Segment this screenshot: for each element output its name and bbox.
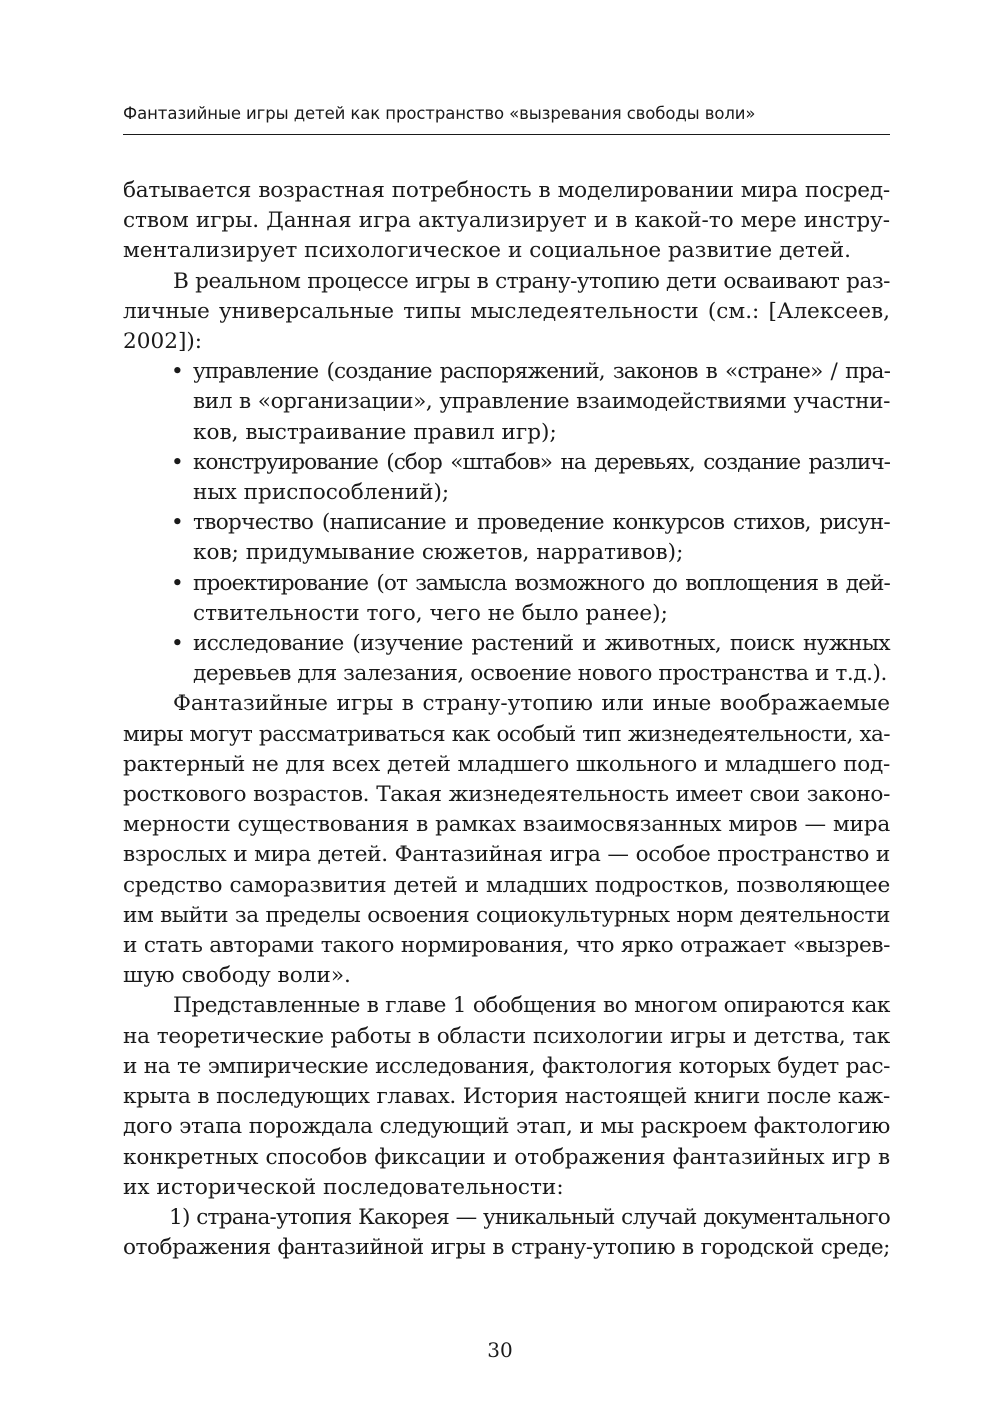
list-item [123, 448, 890, 478]
text-line: ствительности того, чего не было ранее); [193, 600, 668, 626]
text-line: вил в «организации», управление взаимодействиями участни- [193, 389, 890, 415]
list-item [123, 357, 890, 387]
text-line: отображения фантазийной игры в страну-утопию в городской среде; [123, 1235, 890, 1261]
text-line: ных приспособлений); [193, 480, 450, 506]
text-line: на теоретические работы в области психологии игры и детства, так [123, 1023, 890, 1049]
text-line: средство саморазвития детей и младших подростков, позволяющее [123, 872, 890, 898]
text-line: ментализирует психологическое и социальное развитие детей. [123, 238, 852, 264]
enumerated-item: 1) страна-утопия Какорея — уникальный случай документального [169, 1204, 890, 1230]
list-item-text: исследование (изучение растений и животных, поиск нужных [193, 631, 890, 657]
header-rule [123, 134, 890, 135]
text-line: их исторической последовательности: [123, 1174, 564, 1200]
body-text [123, 176, 890, 1263]
text-line: рактерный не для всех детей младшего школьного и младшего под- [123, 751, 890, 777]
running-head: Фантазийные игры детей как пространство «вызревания свободы воли» [123, 104, 756, 123]
bullet-icon: • [171, 570, 183, 596]
text-line: им выйти за пределы освоения социокультурных норм деятельности [123, 902, 890, 928]
bullet-icon: • [171, 510, 184, 536]
list-item-text: проектирование (от замысла возможного до воплощения в дей- [193, 570, 890, 596]
list-item [123, 569, 890, 599]
text-line: дого этапа порождала следующий этап, и мы раскроем фактологию [123, 1114, 890, 1140]
text-line: 2002]): [123, 329, 203, 355]
text-line: батывается возрастная потребность в моделировании мира посред- [123, 178, 890, 203]
list-item [123, 508, 890, 538]
list-item-text: конструирование (сбор «штабов» на деревьях, создание различ- [193, 449, 890, 475]
text-line: и стать авторами такого нормирования, что ярко отражает «вызрев- [123, 933, 890, 959]
text-line: Фантазийные игры в страну-утопию или иные воображаемые [173, 691, 890, 717]
text-line: ков, выстраивание правил игр); [193, 419, 557, 445]
text-line: росткового возрастов. Такая жизнедеятельность имеет свои законо- [123, 782, 890, 808]
text-line: мерности существования в рамках взаимосвязанных миров — мира [123, 812, 890, 838]
text-line: ством игры. Данная игра актуализирует и в какой-то мере инстру- [123, 208, 890, 234]
list-item [123, 629, 890, 659]
list-item-text: творчество (написание и проведение конкурсов стихов, рисун- [193, 510, 890, 536]
text-line: деревьев для залезания, освоение нового пространства и т.д.). [193, 661, 887, 687]
text-line: личные универсальные типы мыследеятельности (см.: [Алексеев, [123, 298, 890, 324]
text-line: В реальном процессе игры в страну-утопию дети осваивают раз- [173, 268, 890, 294]
text-line: крыта в последующих главах. История настоящей книги после каж- [123, 1084, 890, 1110]
bullet-icon: • [171, 449, 183, 475]
page-number: 30 [487, 1338, 513, 1362]
bullet-icon: • [171, 631, 184, 657]
text-line: взрослых и мира детей. Фантазийная игра — особое пространство и [123, 842, 890, 868]
text-line: миры могут рассматриваться как особый тип жизнедеятельности, ха- [123, 721, 890, 747]
bullet-icon: • [171, 359, 183, 385]
text-line: ков; придумывание сюжетов, нарративов); [193, 540, 684, 566]
text-line: Представленные в главе 1 обобщения во многом опираются как [173, 993, 890, 1019]
text-line: и на те эмпирические исследования, фактология которых будет рас- [123, 1053, 890, 1079]
text-line: шую свободу воли». [123, 963, 351, 989]
list-item-text: управление (создание распоряжений, законов в «стране» / пра- [193, 359, 890, 385]
text-line: конкретных способов фиксации и отображения фантазийных игр в [123, 1144, 890, 1170]
